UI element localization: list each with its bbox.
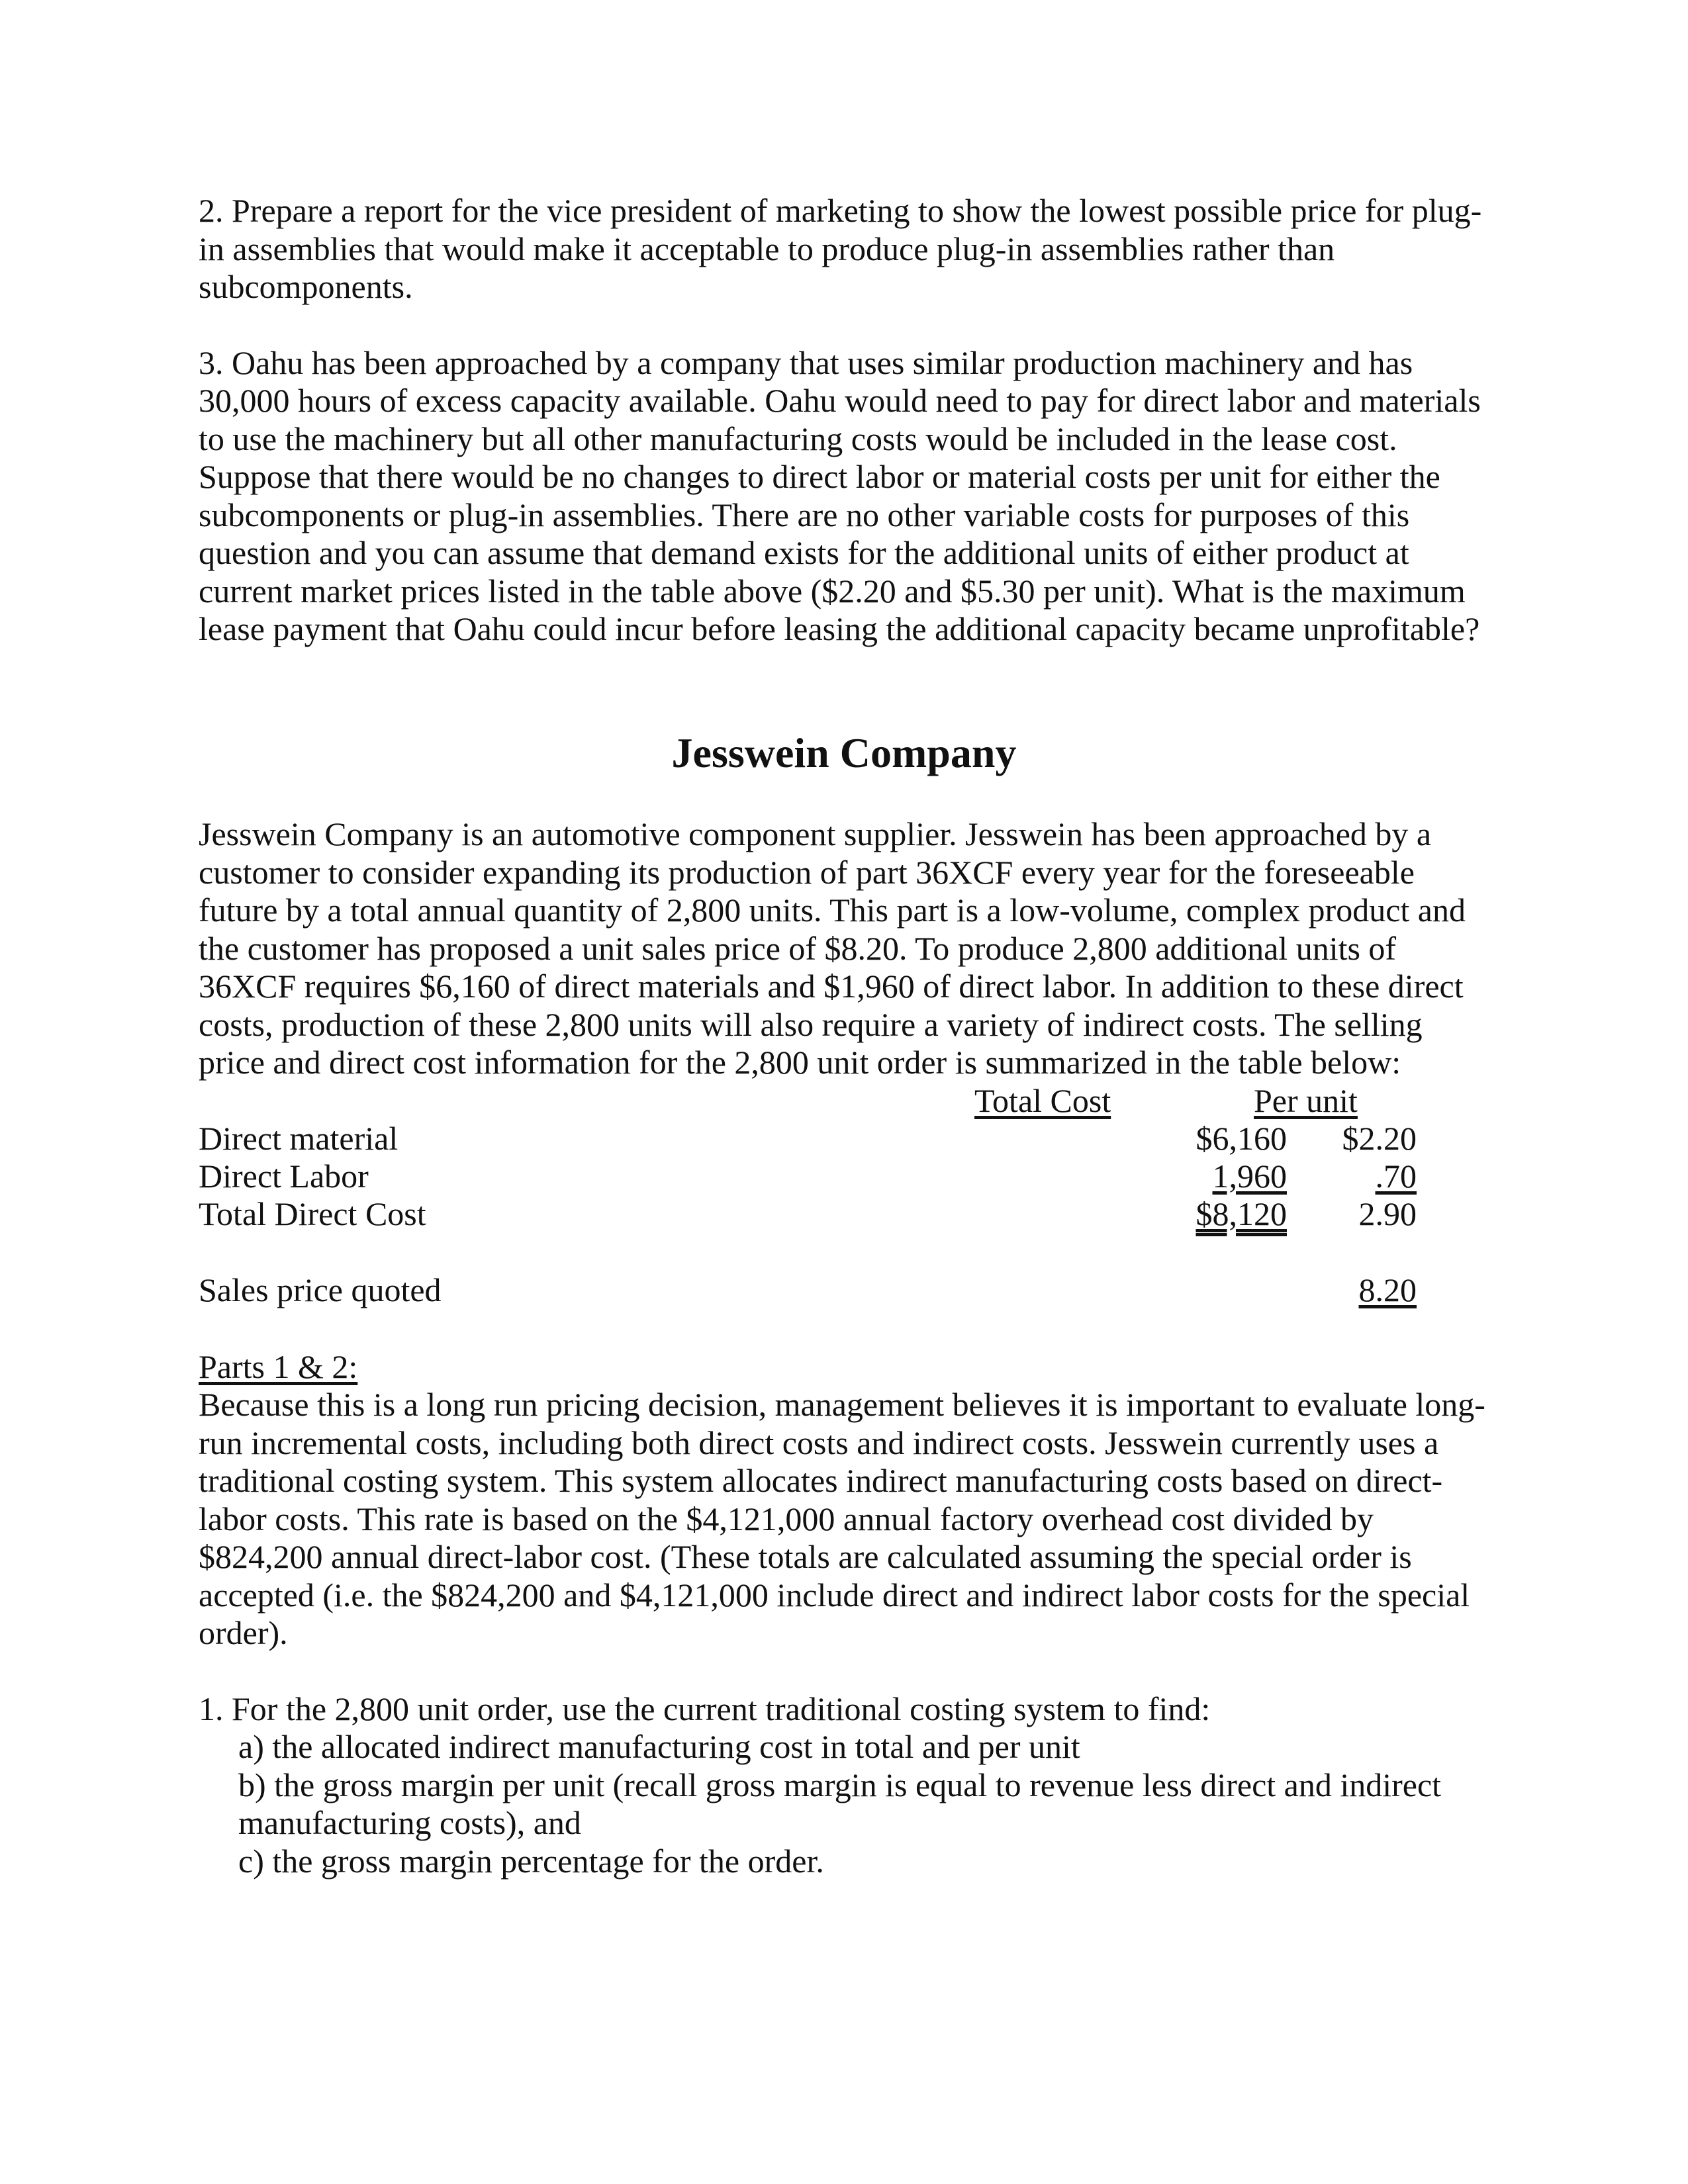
text-line: Because this is a long run pricing decision, management believes it is important to evaluate long- [199, 1386, 1485, 1423]
text-line: Jesswein Company is an automotive component supplier. Jesswein has been approached by a [199, 815, 1432, 852]
list-item: a) the allocated indirect manufacturing cost in total and per unit [238, 1728, 1080, 1765]
parts-heading [199, 1348, 1496, 1387]
list-item: c) the gross margin percentage for the order. [238, 1842, 824, 1880]
table-row [199, 1158, 1496, 1195]
text-line: future by a total annual quantity of 2,800 units. This part is a low-volume, complex product and [199, 891, 1466, 929]
parts-heading-text: Parts 1 & 2: [199, 1347, 358, 1385]
list-item: manufacturing costs), and [238, 1804, 581, 1841]
header-per-unit: Per unit [1254, 1081, 1358, 1119]
text-line: to use the machinery but all other manufacturing costs would be included in the lease cost. [199, 420, 1397, 457]
row-total: $8,120 [1196, 1195, 1287, 1232]
parts-paragraph [199, 1386, 1496, 1653]
text-line: subcomponents or plug-in assemblies. There are no other variable costs for purposes of this [199, 496, 1410, 533]
header-total-cost: Total Cost [974, 1081, 1111, 1119]
text-line: 30,000 hours of excess capacity available. Oahu would need to pay for direct labor and materials [199, 382, 1481, 419]
text-line: 36XCF requires $6,160 of direct materials and $1,960 of direct labor. In addition to these direct [199, 968, 1464, 1005]
jesswein-section [199, 815, 1496, 1880]
text-line: subcomponents. [199, 268, 413, 305]
text-line: current market prices listed in the table above ($2.20 and $5.30 per unit). What is the maximum [199, 572, 1466, 610]
spacer [199, 1310, 1496, 1348]
text-line: Suppose that there would be no changes to direct labor or material costs per unit for either the [199, 458, 1440, 495]
table-header-row [199, 1082, 1496, 1120]
question-1-intro: 1. For the 2,800 unit order, use the current traditional costing system to find: [199, 1690, 1211, 1727]
section-title: Jesswein Company [671, 729, 1017, 776]
row-label: Total Direct Cost [199, 1195, 426, 1232]
spacer [199, 1653, 1496, 1690]
list-item: b) the gross margin per unit (recall gross margin is equal to revenue less direct and indirect [238, 1766, 1442, 1803]
table-row [199, 1120, 1496, 1158]
text-line: $824,200 annual direct-labor cost. (These totals are calculated assuming the special order is [199, 1538, 1412, 1575]
cost-table [199, 1082, 1496, 1310]
row-per-unit: $2.20 [1342, 1119, 1417, 1157]
text-line: 2. Prepare a report for the vice president of marketing to show the lowest possible price for plug- [199, 192, 1482, 229]
table-row-total [199, 1195, 1496, 1233]
text-line: costs, production of these 2,800 units will also require a variety of indirect costs. The selling [199, 1005, 1423, 1043]
text-line: in assemblies that would make it acceptable to produce plug-in assemblies rather than [199, 230, 1335, 267]
text-line: customer to consider expanding its production of part 36XCF every year for the foreseeable [199, 853, 1415, 891]
table-row-sales-price [199, 1271, 1496, 1309]
row-per-unit: .70 [1375, 1157, 1417, 1195]
row-total: $6,160 [1196, 1119, 1287, 1157]
intro-paragraph [199, 815, 1496, 1082]
upper-questions [199, 192, 1496, 649]
spacer [199, 306, 1496, 344]
text-line: 3. Oahu has been approached by a company that uses similar production machinery and has [199, 343, 1413, 381]
question-1-list [199, 1690, 1496, 1881]
text-line: accepted (i.e. the $824,200 and $4,121,000 include direct and indirect labor costs for the special [199, 1576, 1470, 1614]
text-line: run incremental costs, including both direct costs and indirect costs. Jesswein currently uses a [199, 1424, 1439, 1461]
row-label: Direct material [199, 1119, 399, 1157]
row-label: Sales price quoted [199, 1271, 442, 1308]
text-line: order). [199, 1614, 288, 1651]
row-per-unit: 2.90 [1358, 1195, 1417, 1232]
text-line: labor costs. This rate is based on the $4,121,000 annual factory overhead cost divided by [199, 1500, 1374, 1537]
row-per-unit: 8.20 [1358, 1271, 1417, 1308]
text-line: question and you can assume that demand exists for the additional units of either product at [199, 534, 1409, 571]
text-line: the customer has proposed a unit sales price of $8.20. To produce 2,800 additional units of [199, 929, 1397, 967]
row-label: Direct Labor [199, 1157, 369, 1195]
row-total: 1,960 [1212, 1157, 1287, 1195]
question-3-paragraph [199, 344, 1496, 649]
text-line: lease payment that Oahu could incur before leasing the additional capacity became unprofitable? [199, 610, 1480, 647]
text-line: traditional costing system. This system allocates indirect manufacturing costs based on direct- [199, 1462, 1443, 1499]
text-line: price and direct cost information for the 2,800 unit order is summarized in the table below: [199, 1044, 1401, 1081]
question-2-paragraph [199, 192, 1496, 306]
